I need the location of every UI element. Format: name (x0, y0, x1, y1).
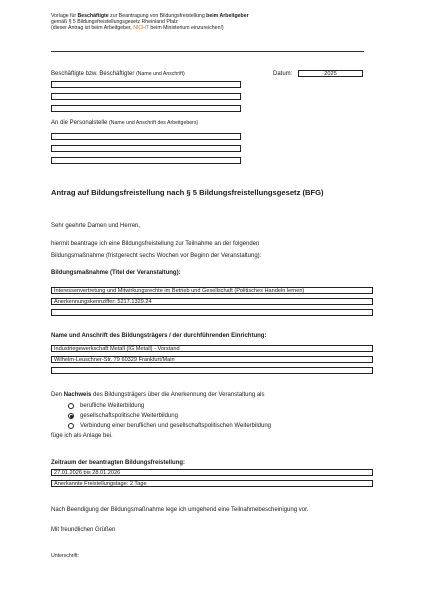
period-heading: Zeitraum der beantragten Bildungsfreistellung: (51, 460, 186, 466)
template-header (51, 13, 371, 32)
personnel-field-1[interactable] (51, 133, 241, 140)
employee-field-2[interactable] (51, 93, 241, 100)
period-field-2[interactable]: Anerkannte Freistellungstage: 2 Tage (51, 480, 373, 487)
request-line-2: Bildungsmaßnahme (fristgerecht sechs Wochen vor Beginn der Veranstaltung): (51, 253, 262, 259)
employee-label: Beschäftigte bzw. Beschäftigter (Name und Anschrift) (51, 71, 185, 77)
header-line-1: Vorlage für Beschäftigte zur Beantragung von Bildungsfreistellung beim Arbeitgeber (51, 13, 249, 19)
provider-field-3[interactable] (51, 367, 373, 374)
header-line-3: (dieser Antrag ist beim Arbeitgeber, NICHT beim Ministerium einzureichen!) (51, 25, 224, 32)
radio-gesellschaftspolitische-weiterbildung[interactable] (68, 413, 74, 419)
request-line-1: hiermit beantrage ich eine Bildungsfreistellung zur Teilnahme an der folgenden (51, 241, 260, 247)
provider-heading: Name und Anschrift des Bildungsträgers / der durchführenden Einrichtung: (51, 333, 267, 339)
salutation: Sehr geehrte Damen und Herren, (51, 223, 141, 229)
proof-intro: Den Nachweis des Bildungsträgers über die Anerkennung der Veranstaltung als (51, 392, 265, 398)
measure-field-1[interactable]: Interessenvertretung und Mitwirkungsrechte im Betrieb und Gesellschaft (Politisches Handeln lernen) (51, 287, 373, 294)
signature-label: Unterschrift: (51, 553, 79, 559)
radio-label-berufliche-weiterbildung: berufliche Weiterbildung (80, 403, 145, 409)
date-field[interactable]: 2025 (298, 70, 363, 77)
measure-field-2[interactable]: Anerkennungskennziffer: 5217.1329.24 (51, 298, 373, 305)
proof-outro: füge ich als Anlage bei. (51, 433, 113, 439)
header-rule (51, 51, 364, 52)
page-title: Antrag auf Bildungsfreistellung nach § 5 Bildungsfreistellungsgesetz (BFG) (51, 188, 324, 197)
radio-berufliche-weiterbildung[interactable] (68, 403, 74, 409)
employee-field-1[interactable] (51, 81, 241, 88)
greeting: Mit freundlichen Grüßen (51, 527, 116, 533)
header-line-2: gemäß § 5 Bildungsfreistellungsgesetz Rheinland Pfalz (51, 19, 178, 26)
personnel-field-3[interactable] (51, 157, 241, 164)
radio-label-verbindung-weiterbildung: Verbindung einer beruflichen und gesellschaftspolitischen Weiterbildung (80, 423, 272, 429)
date-label: Datum: (273, 71, 293, 77)
employee-field-3[interactable] (51, 105, 241, 112)
measure-field-3[interactable] (51, 309, 373, 316)
radio-label-gesellschaftspolitische-weiterbildung: gesellschaftspolitische Weiterbildung (80, 413, 178, 419)
personnel-field-2[interactable] (51, 145, 241, 152)
closing-note: Nach Beendigung der Bildungsmaßnahme lege ich umgehend eine Teilnahmebescheinigung vor. (51, 507, 309, 513)
provider-field-1[interactable]: Industriegewerkschaft Metall (IG Metall) - Vorstand (51, 345, 373, 352)
period-field-1[interactable]: 27.01.2026 bis 28.01.2026 (51, 469, 373, 476)
radio-verbindung-weiterbildung[interactable] (68, 423, 74, 429)
measure-heading: Bildungsmaßnahme (Titel der Veranstaltung): (51, 270, 181, 276)
provider-field-2[interactable]: Wilhelm-Leuschner-Str. 79 60329 Frankfurt/Main (51, 356, 373, 363)
personnel-label: An die Personalstelle (Name und Anschrift des Arbeitgebers) (51, 120, 199, 126)
